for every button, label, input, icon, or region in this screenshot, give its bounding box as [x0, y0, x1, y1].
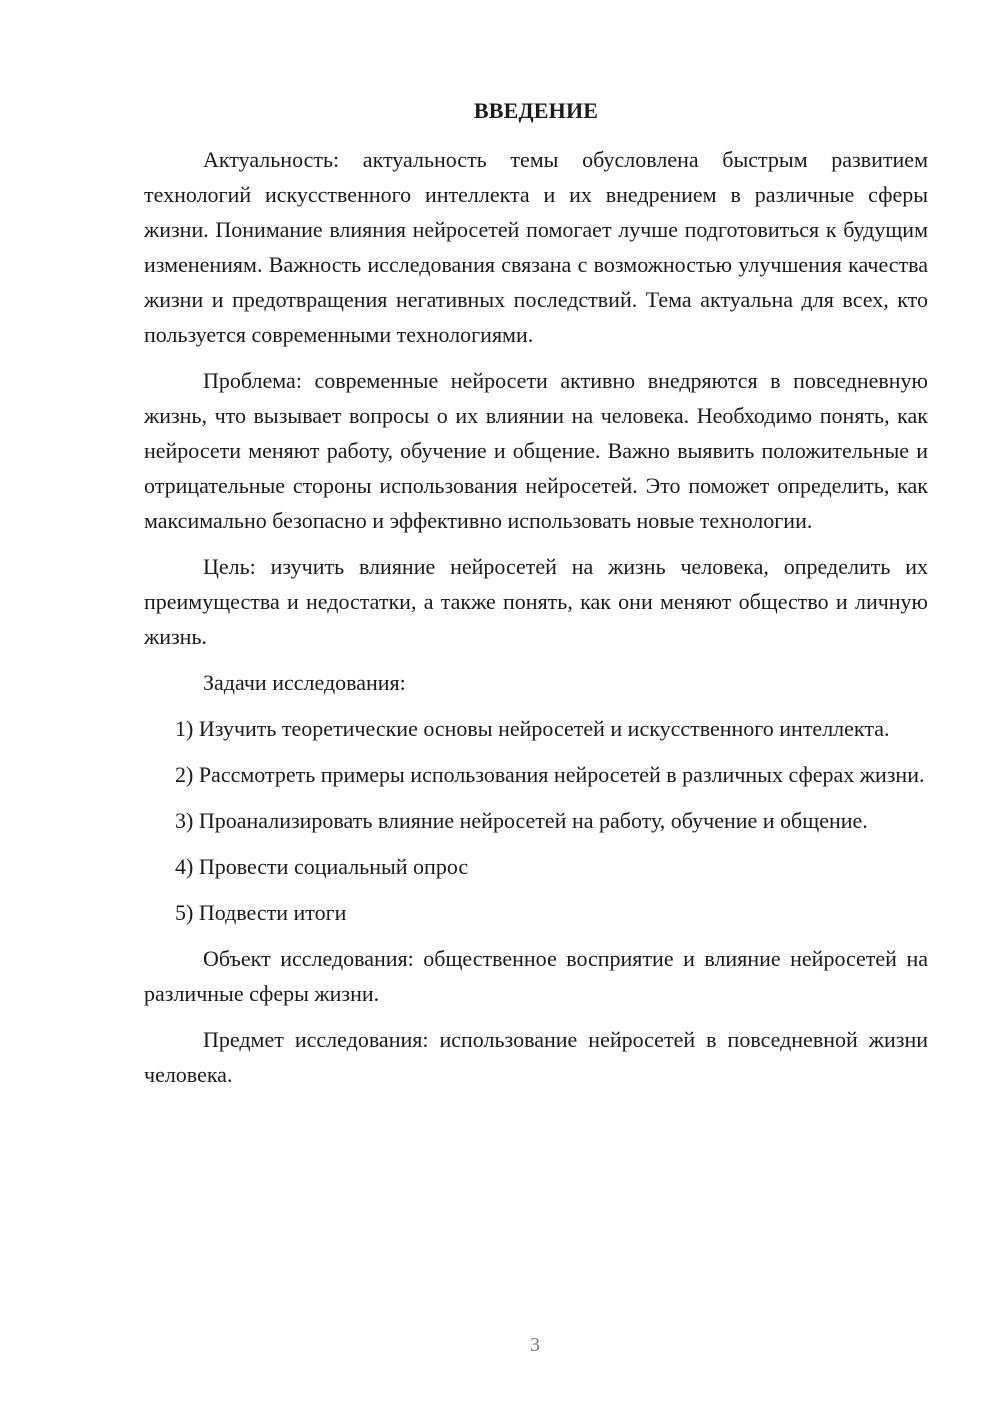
- task-item: 3) Проанализировать влияние нейросетей на работу, обучение и общение.: [175, 808, 868, 833]
- task-item: 5) Подвести итоги: [175, 900, 347, 925]
- page-content: [144, 94, 928, 1103]
- task-item: 1) Изучить теоретические основы нейросетей и искусственного интеллекта.: [175, 716, 890, 741]
- tasks-list: [144, 711, 928, 930]
- problem-paragraph: Проблема: современные нейросети активно внедряются в повседневную жизнь, что вызывает вопросы о их влиянии на человека. Необходимо понять, как нейросети меняют работу, обучение и общение. Важно выявить положительные и отрицательные стороны использования нейросетей. Это поможет определить, как максимально безопасно и эффективно использовать новые технологии.: [144, 368, 928, 533]
- subject-paragraph: Предмет исследования: использование нейросетей в повседневной жизни человека.: [144, 1027, 928, 1087]
- tasks-heading: Задачи исследования:: [203, 670, 406, 695]
- task-item: 2) Рассмотреть примеры использования нейросетей в различных сферах жизни.: [175, 762, 925, 787]
- goal-paragraph: Цель: изучить влияние нейросетей на жизнь человека, определить их преимущества и недостатки, а также понять, как они меняют общество и личную жизнь.: [144, 554, 928, 649]
- relevance-paragraph: Актуальность: актуальность темы обусловлена быстрым развитием технологий искусственного интеллекта и их внедрением в различные сферы жизни. Понимание влияния нейросетей помогает лучше подготовиться к будущим изменениям. Важность исследования связана с возможностью улучшения качества жизни и предотвращения негативных последствий. Тема актуальна для всех, кто пользуется современными технологиями.: [144, 147, 928, 347]
- section-title: ВВЕДЕНИЕ: [473, 98, 599, 123]
- task-item: 4) Провести социальный опрос: [175, 854, 469, 879]
- page-number: 3: [530, 1334, 540, 1356]
- object-paragraph: Объект исследования: общественное восприятие и влияние нейросетей на различные сферы жизни.: [144, 946, 928, 1006]
